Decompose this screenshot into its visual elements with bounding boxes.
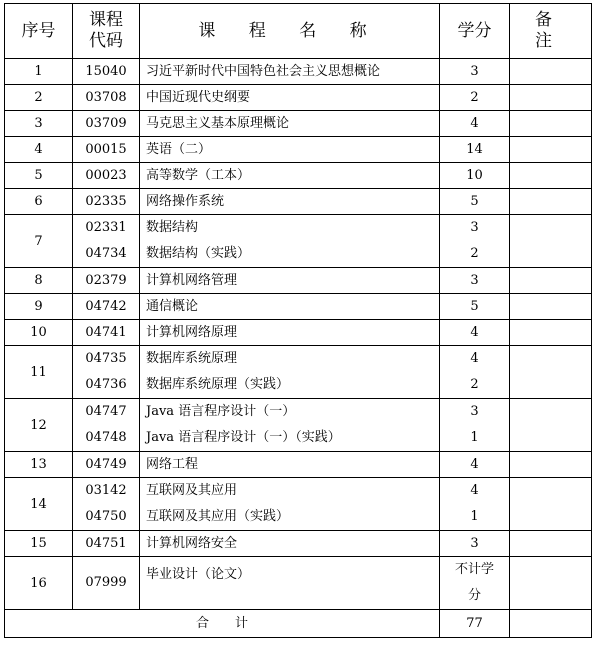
row-course-name xyxy=(140,111,440,137)
row-seq: 8 xyxy=(5,268,73,294)
table-row xyxy=(5,189,592,215)
row-credit-line: 1 xyxy=(470,509,479,524)
table-row xyxy=(5,111,592,137)
row-credit xyxy=(440,531,510,557)
row-code-line: 04742 xyxy=(85,299,127,314)
row-course-name xyxy=(140,399,440,452)
row-course-name xyxy=(140,452,440,478)
row-code xyxy=(73,59,140,85)
row-course-name xyxy=(140,557,440,610)
row-credit-line: 2 xyxy=(470,246,479,261)
table-row xyxy=(5,531,592,557)
table-row xyxy=(5,215,592,268)
table-row xyxy=(5,452,592,478)
row-credit-line: 不计学 xyxy=(454,562,494,577)
row-course-name xyxy=(140,478,440,531)
row-code-line: 04735 xyxy=(85,351,127,366)
row-credit xyxy=(440,557,510,610)
row-remark xyxy=(510,531,592,557)
row-credit-line: 3 xyxy=(470,536,479,551)
row-code-line: 04734 xyxy=(85,246,127,261)
row-code-line: 03142 xyxy=(85,483,127,498)
row-credit xyxy=(440,294,510,320)
row-seq: 13 xyxy=(5,452,73,478)
row-credit-line: 3 xyxy=(470,64,479,79)
row-credit xyxy=(440,268,510,294)
row-course-name-line: 计算机网络管理 xyxy=(146,273,238,288)
row-course-name-line: 计算机网络安全 xyxy=(146,536,238,551)
row-credit-line: 10 xyxy=(466,168,483,183)
row-code-line: 07999 xyxy=(85,575,127,590)
row-credit xyxy=(440,452,510,478)
row-code xyxy=(73,531,140,557)
row-credit xyxy=(440,111,510,137)
row-course-name xyxy=(140,137,440,163)
row-code-line: 04751 xyxy=(85,536,127,551)
total-remark xyxy=(510,610,592,638)
row-code-line: 04741 xyxy=(85,325,127,340)
row-code-line: 02379 xyxy=(85,273,127,288)
row-code xyxy=(73,294,140,320)
row-credit-line: 4 xyxy=(470,351,479,366)
table-row xyxy=(5,163,592,189)
row-credit xyxy=(440,478,510,531)
row-course-name xyxy=(140,59,440,85)
row-remark xyxy=(510,346,592,399)
row-credit xyxy=(440,320,510,346)
course-table xyxy=(4,3,592,638)
header-name: 课 程 名 称 xyxy=(140,4,440,59)
row-code xyxy=(73,557,140,610)
row-seq: 2 xyxy=(5,85,73,111)
row-code-line: 04750 xyxy=(85,509,127,524)
row-credit xyxy=(440,137,510,163)
header-seq: 序号 xyxy=(5,4,73,59)
row-seq: 1 xyxy=(5,59,73,85)
header-code-line1: 课程 xyxy=(89,10,123,30)
row-credit-line: 分 xyxy=(467,588,481,603)
row-course-name-line: 数据库系统原理 xyxy=(146,351,238,366)
row-code-line: 00023 xyxy=(85,168,127,183)
table-row xyxy=(5,59,592,85)
row-seq: 11 xyxy=(5,346,73,399)
row-remark xyxy=(510,137,592,163)
row-seq: 10 xyxy=(5,320,73,346)
row-credit-line: 14 xyxy=(466,142,483,157)
row-seq: 7 xyxy=(5,215,73,268)
row-credit-line: 3 xyxy=(470,220,479,235)
row-course-name xyxy=(140,163,440,189)
row-credit xyxy=(440,215,510,268)
row-course-name-line: 毕业设计（论文） xyxy=(146,567,251,582)
row-credit xyxy=(440,85,510,111)
row-credit-line: 1 xyxy=(470,430,479,445)
row-seq: 6 xyxy=(5,189,73,215)
row-course-name-line: Java 语言程序设计（一）（实践） xyxy=(146,430,341,445)
row-course-name-line: 数据结构 xyxy=(146,220,199,235)
row-remark xyxy=(510,111,592,137)
row-code-line: 03709 xyxy=(85,116,127,131)
row-remark xyxy=(510,294,592,320)
row-code-line: 04747 xyxy=(85,404,127,419)
row-credit-line: 4 xyxy=(470,325,479,340)
row-course-name-line: 网络工程 xyxy=(146,457,199,472)
table-row xyxy=(5,478,592,531)
row-remark xyxy=(510,557,592,610)
row-code xyxy=(73,268,140,294)
row-course-name-line: 中国近现代史纲要 xyxy=(146,90,251,105)
header-code-line2: 代码 xyxy=(89,31,123,51)
row-seq: 4 xyxy=(5,137,73,163)
row-remark xyxy=(510,478,592,531)
table-body xyxy=(5,59,592,610)
table-row xyxy=(5,320,592,346)
table-row xyxy=(5,85,592,111)
table-row xyxy=(5,268,592,294)
table-row xyxy=(5,399,592,452)
row-code xyxy=(73,215,140,268)
row-code xyxy=(73,320,140,346)
row-code xyxy=(73,189,140,215)
row-credit-line: 5 xyxy=(470,194,479,209)
row-credit-line: 4 xyxy=(470,116,479,131)
row-credit xyxy=(440,346,510,399)
row-code xyxy=(73,399,140,452)
total-label: 合计 xyxy=(5,610,440,638)
row-code-line: 04748 xyxy=(85,430,127,445)
total-value: 77 xyxy=(440,610,510,638)
row-credit-line: 4 xyxy=(470,457,479,472)
row-remark xyxy=(510,452,592,478)
row-seq: 14 xyxy=(5,478,73,531)
row-remark xyxy=(510,320,592,346)
row-course-name-line: Java 语言程序设计（一） xyxy=(146,404,296,419)
row-credit-line: 4 xyxy=(470,483,479,498)
row-course-name-line: 计算机网络原理 xyxy=(146,325,238,340)
row-code-line: 02331 xyxy=(85,220,127,235)
row-course-name xyxy=(140,531,440,557)
header-row xyxy=(5,4,592,59)
row-code xyxy=(73,478,140,531)
row-remark xyxy=(510,85,592,111)
row-code-line: 03708 xyxy=(85,90,127,105)
header-credit: 学分 xyxy=(440,4,510,59)
row-course-name xyxy=(140,215,440,268)
row-course-name xyxy=(140,189,440,215)
row-course-name xyxy=(140,85,440,111)
table-row xyxy=(5,294,592,320)
row-code-line: 15040 xyxy=(85,64,127,79)
row-credit xyxy=(440,399,510,452)
row-course-name-line: 网络操作系统 xyxy=(146,194,225,209)
row-credit-line: 2 xyxy=(470,377,479,392)
row-remark xyxy=(510,163,592,189)
row-course-name xyxy=(140,294,440,320)
row-credit xyxy=(440,59,510,85)
row-seq: 15 xyxy=(5,531,73,557)
row-seq: 9 xyxy=(5,294,73,320)
row-credit-line: 2 xyxy=(470,90,479,105)
table-row xyxy=(5,557,592,610)
row-code xyxy=(73,85,140,111)
row-remark xyxy=(510,268,592,294)
row-seq: 5 xyxy=(5,163,73,189)
row-code xyxy=(73,346,140,399)
row-code-line: 04736 xyxy=(85,377,127,392)
row-seq: 16 xyxy=(5,557,73,610)
row-course-name-line: 互联网及其应用 xyxy=(146,483,238,498)
row-course-name xyxy=(140,320,440,346)
row-course-name xyxy=(140,268,440,294)
row-credit-line: 3 xyxy=(470,273,479,288)
row-code-line: 04749 xyxy=(85,457,127,472)
row-code-line: 00015 xyxy=(85,142,127,157)
row-course-name-line: 互联网及其应用（实践） xyxy=(146,509,290,524)
row-code xyxy=(73,452,140,478)
row-course-name-line: 英语（二） xyxy=(146,142,212,157)
header-remark: 备 注 xyxy=(510,4,592,59)
row-course-name-line: 马克思主义基本原理概论 xyxy=(146,116,290,131)
row-course-name-line: 数据库系统原理（实践） xyxy=(146,377,290,392)
row-credit xyxy=(440,189,510,215)
row-credit-line: 3 xyxy=(470,404,479,419)
row-course-name-line: 高等数学（工本） xyxy=(146,168,251,183)
row-code xyxy=(73,111,140,137)
row-code xyxy=(73,163,140,189)
header-code xyxy=(73,4,140,59)
row-course-name-line: 通信概论 xyxy=(146,299,199,314)
row-seq: 3 xyxy=(5,111,73,137)
row-remark xyxy=(510,399,592,452)
row-remark xyxy=(510,189,592,215)
row-course-name-line: 数据结构（实践） xyxy=(146,246,251,261)
table-row xyxy=(5,137,592,163)
row-course-name-line: 习近平新时代中国特色社会主义思想概论 xyxy=(146,64,381,79)
total-row xyxy=(5,610,592,638)
row-remark xyxy=(510,215,592,268)
row-credit xyxy=(440,163,510,189)
row-code-line: 02335 xyxy=(85,194,127,209)
table-row xyxy=(5,346,592,399)
row-seq: 12 xyxy=(5,399,73,452)
row-remark xyxy=(510,59,592,85)
row-code xyxy=(73,137,140,163)
row-credit-line: 5 xyxy=(470,299,479,314)
row-course-name xyxy=(140,346,440,399)
